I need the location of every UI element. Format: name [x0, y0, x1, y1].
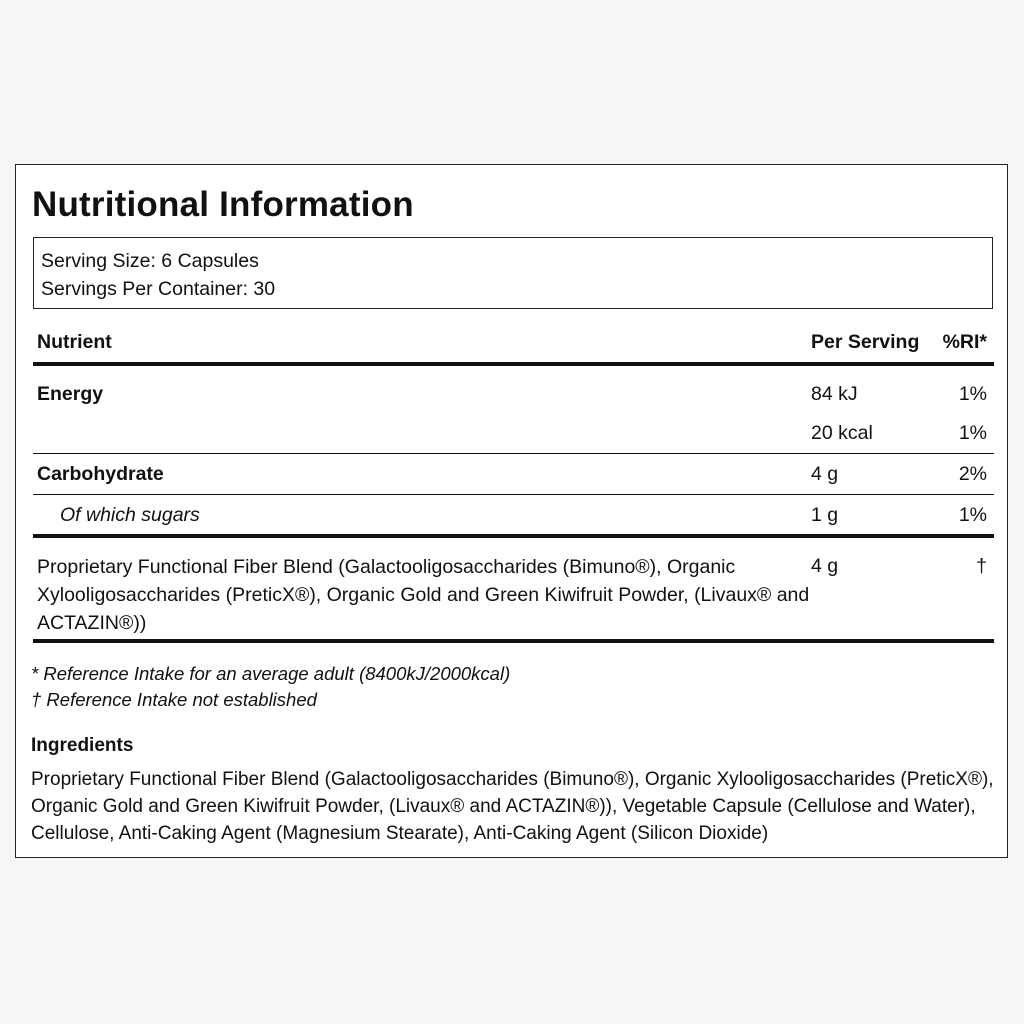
nutrient-sugars: Of which sugars: [60, 504, 200, 526]
carbohydrate-value: 4 g: [811, 463, 839, 485]
servings-per-container: Servings Per Container: 30: [41, 278, 276, 300]
fiber-blend-ri: †: [976, 555, 987, 577]
footnote-not-established: † Reference Intake not established: [31, 689, 317, 710]
nutrition-label: [15, 164, 1008, 858]
table-bottom-divider: [33, 639, 994, 643]
carbohydrate-ri: 2%: [958, 463, 987, 485]
energy-kcal-ri: 1%: [958, 422, 987, 444]
nutrient-carbohydrate: Carbohydrate: [37, 463, 164, 485]
serving-size: Serving Size: 6 Capsules: [41, 250, 259, 272]
section-divider: [33, 534, 994, 538]
header-nutrient: Nutrient: [37, 331, 112, 353]
energy-kj-value: 84 kJ: [811, 383, 858, 405]
nutrient-energy: Energy: [37, 383, 104, 405]
ingredients-heading: Ingredients: [31, 735, 134, 756]
energy-kj-ri: 1%: [958, 383, 987, 405]
fiber-blend-value: 4 g: [811, 555, 839, 577]
ingredients-text: Proprietary Functional Fiber Blend (Galactooligosaccharides (Bimuno®), Organic Xylooligosaccharides (PreticX®), Organic Gold and Green Kiwifruit Powder, (Livaux® and ACTAZIN®)), Vegetable Capsule (Cellulose and Water), Cellulose, Anti-Caking Agent (Magnesium Stearate), Anti-Caking Agent (Silicon Dioxide): [31, 769, 994, 844]
row-divider: [33, 453, 994, 454]
sugars-ri: 1%: [958, 504, 987, 526]
sugars-value: 1 g: [811, 504, 839, 526]
serving-info-box: [33, 237, 993, 309]
label-title: Nutritional Information: [32, 185, 414, 224]
energy-kcal-value: 20 kcal: [811, 422, 873, 444]
header-ri: %RI*: [942, 331, 987, 353]
footnote-reference-intake: * Reference Intake for an average adult (8400kJ/2000kcal): [31, 663, 511, 684]
row-divider: [33, 494, 994, 495]
nutrient-fiber-blend: Proprietary Functional Fiber Blend (Galactooligosaccharides (Bimuno®), Organic Xylooligosaccharides (PreticX®), Organic Gold and Green Kiwifruit Powder, (Livaux® and ACTAZIN®)): [37, 556, 810, 634]
header-per-serving: Per Serving: [811, 331, 920, 353]
header-divider: [33, 362, 994, 366]
